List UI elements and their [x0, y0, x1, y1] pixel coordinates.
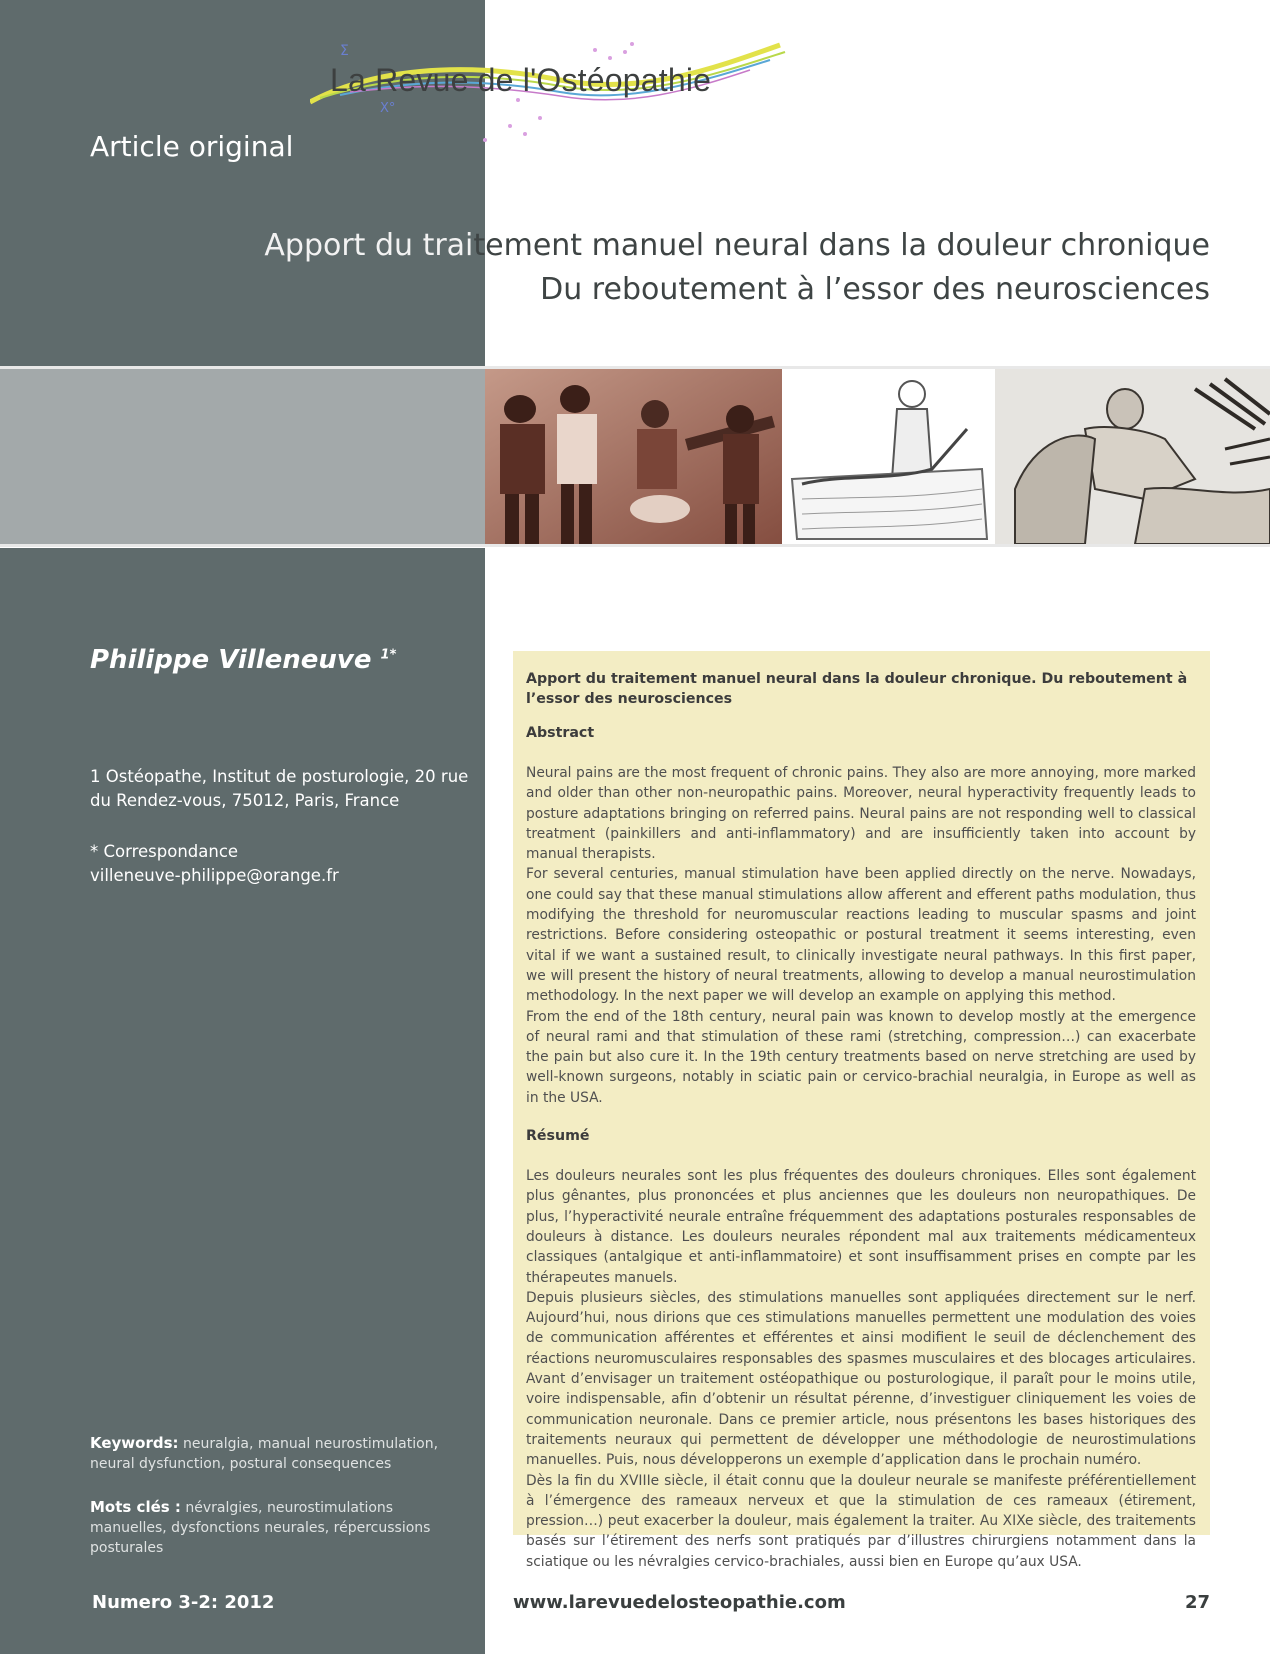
correspondance-block: [90, 840, 470, 888]
abstract-paragraph: Neural pains are the most frequent of chronic pains. They also are more annoying, more marked and older than other non-neuropathic pains. Moreover, neural hyperactivity frequently leads to posture adaptations bringing on referred pains. Neural pains are not responding well to classical treatment (painkillers and anti-inflammatory) and are insufficiently taken into account by manual therapists.: [526, 765, 1196, 863]
resume-body: [526, 1166, 1196, 1572]
keywords-label: Keywords:: [90, 1434, 179, 1452]
engraving-bed-image: [782, 369, 995, 544]
author-name-text: Philippe Villeneuve: [90, 645, 372, 675]
abstract-paragraph: For several centuries, manual stimulation have been applied directly on the nerve. Nowadays, one could say that these manual stimulations allow afferent and efferent paths modulation, thus modifying the threshold for neuromuscular reactions leading to muscular spasms and joint restrictions. Before considering osteopathic or postural treatment it seems interesting, even vital if we want a sustained result, to clinically investigate neural pathways. In this first paper, we will present the history of neural treatments, allowing to develop a manual neurostimulation methodology. In the next paper we will develop an example on applying this method.: [526, 866, 1196, 1005]
abstract-paragraph: From the end of the 18th century, neural pain was known to develop mostly at the emergence of neural rami and that stimulation of these rami (stretching, compression…) can exacerbate the pain but also cure it. In the 19th century treatments based on nerve stretching are used by well-known surgeons, notably in sciatic pain or cervico-brachial neuralgia, in Europe as well as in the USA.: [526, 1008, 1196, 1106]
keywords-text: neuralgia, manual neurostimulation, neural dysfunction, postural consequences: [90, 1436, 439, 1472]
engraving-treatment-image: [995, 369, 1270, 544]
mots-cles-label: Mots clés :: [90, 1498, 181, 1516]
article-title-line2: Du reboutement à l’essor des neurosciences: [540, 272, 1210, 307]
left-panel-bottom: [0, 548, 485, 1654]
title-line1-part2: tement manuel neural dans la douleur chronique: [473, 228, 1210, 263]
section-label: Article original: [90, 130, 294, 163]
resume-heading: Résumé: [526, 1128, 590, 1145]
keywords-block: [90, 1433, 465, 1474]
svg-text:X°: X°: [380, 101, 396, 116]
website-link[interactable]: www.larevuedelosteopathie.com: [513, 1592, 846, 1613]
divider-bottom: [0, 544, 1270, 547]
abstract-box: [513, 651, 1210, 1570]
left-panel-middle: [0, 366, 485, 546]
mots-cles-block: [90, 1497, 465, 1558]
mots-cles-text: névralgies, neurostimulations manuelles, dysfonctions neurales, répercussions posturales: [90, 1500, 431, 1556]
title-line1-part1: Apport du trai: [264, 228, 474, 263]
illustration-strip: [485, 369, 1270, 544]
resume-paragraph: Dès la fin du XVIIIe siècle, il était connu que la douleur neurale se manifeste préférentiellement à l’émergence des rameaux nerveux et que la stimulation de ces rameaux (étirement, pression…) peut exacerber la douleur, mais également la traiter. Au XIXe siècle, des traitements basés sur l’étirement des nerfs sont pratiqués par d’illustres chirurgiens notamment dans la sciatique ou les névralgies cervico-brachiales, aussi bien en Europe qu’aux USA.: [526, 1472, 1196, 1570]
author-affiliation: 1 Ostéopathe, Institut de posturologie, 20 rue du Rendez-vous, 75012, Paris, France: [90, 767, 469, 810]
correspondance-email[interactable]: villeneuve-philippe@orange.fr: [90, 866, 339, 885]
svg-text:Σ: Σ: [340, 43, 349, 59]
abstract-heading: Abstract: [526, 725, 595, 741]
abstract-body: [526, 763, 1196, 1108]
issue-number: Numero 3-2: 2012: [92, 1592, 275, 1613]
page-number: 27: [1184, 1592, 1210, 1613]
author-name: [90, 645, 396, 675]
abstract-box-title: Apport du traitement manuel neural dans la douleur chronique. Du reboutement à l’essor des neurosciences: [526, 671, 1188, 707]
resume-paragraph: Depuis plusieurs siècles, des stimulations manuelles sont appliquées directement sur le nerf. Aujourd’hui, nous dirions que ces stimulations manuelles permettent une modulation des voies de communication afférentes et efférentes et ainsi modifient le seuil de déclenchement des réactions neuromusculaires responsables des spasmes musculaires et des blocages articulaires. Avant d’envisager un traitement ostéopathique ou posturologique, il paraît pour le moins utile, voire indispensable, afin d’obtenir un résultat pérenne, d’investiguer cliniquement les voies de communication neuronale. Dans ce premier article, nous présentons les bases historiques des traitements neuraux qui permettent de développer une méthodologie de neurostimulations manuelles. Puis, nous développerons un exemple d’application dans le prochain numéro.: [526, 1289, 1196, 1469]
article-title-line1: [264, 228, 1210, 263]
journal-logo-text: La Revue de l'Ostéopathie: [330, 62, 712, 98]
resume-paragraph: Les douleurs neurales sont les plus fréquentes des douleurs chroniques. Elles sont également plus gênantes, plus prononcées et plus anciennes que les douleurs non neuropathiques. De plus, l’hyperactivité neurale entraîne fréquemment des adaptations posturales responsables de douleurs à distance. Les douleurs neurales répondent mal aux traitements médicamenteux classiques (antalgique et anti-inflammatoire) et sont insuffisamment prises en compte par les thérapeutes manuels.: [526, 1168, 1196, 1286]
correspondance-label: * Correspondance: [90, 842, 239, 861]
author-affiliation-marker: 1*: [380, 647, 397, 663]
historic-photo-image: [485, 369, 782, 544]
